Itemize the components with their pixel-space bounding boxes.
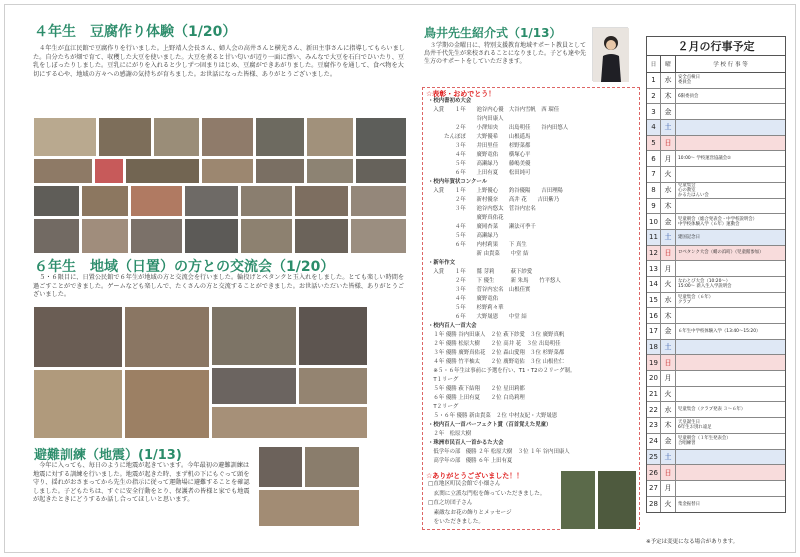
award-line: ・新年作文 (428, 260, 455, 266)
header-day: 日 (647, 56, 661, 72)
award-line: ※５・６年生は事前に予選を行い、T1・T2の２リーグ制。 (428, 368, 576, 374)
photo (81, 218, 129, 254)
calendar-day: 11 (647, 230, 661, 245)
calendar-row (647, 324, 785, 340)
calendar-weekday: 木 (661, 418, 676, 433)
award-line: 入賞 １年 上野優心 釣谷優陽 吉田理陽 (428, 188, 563, 194)
calendar-weekday: 金 (661, 104, 676, 119)
award-line: ２年 下 優生 新 朱馬 竹平悠人 (428, 278, 561, 284)
calendar-day: 4 (647, 120, 661, 135)
calendar-row (647, 308, 785, 324)
photo (255, 158, 305, 184)
calendar-event: 10:00～ 学校運営協議会② (678, 156, 732, 162)
calendar-event (676, 450, 785, 465)
calendar-event: ロベタンク大会（蛸の浜町）（児童館参加） (678, 250, 764, 256)
calendar-row (647, 450, 785, 466)
calendar-day: 25 (647, 450, 661, 465)
photo (130, 185, 183, 217)
calendar-day: 14 (647, 277, 661, 292)
calendar-row (647, 183, 785, 199)
awards-heading: ☆表彰・おめでとう！ (426, 90, 496, 98)
calendar-weekday: 土 (661, 120, 676, 135)
award-line: T２リーグ (428, 404, 459, 410)
calendar-row (647, 277, 785, 293)
calendar-event (676, 120, 785, 135)
calendar-day: 2 (647, 89, 661, 104)
calendar-event: ６年生中学校体験入学（13:40～15:20） (678, 328, 761, 334)
award-line: 新 由貴菜 中堂 結 (428, 251, 529, 257)
photo (597, 470, 637, 530)
photo (350, 185, 407, 217)
section1-title: ４年生 豆腐作り体験（1/20） (34, 24, 237, 40)
calendar-event (676, 340, 785, 355)
thanks-line: □直之坊団子さん (428, 500, 473, 506)
award-line: ４年 廣野竜佑 横塚心平 (428, 152, 531, 158)
calendar-row (647, 151, 785, 167)
thanks-line: 素敵なお花の飾りとメッセージ (428, 509, 512, 516)
calendar-row (647, 293, 785, 309)
calendar-day: 15 (647, 293, 661, 308)
calendar-weekday: 金 (661, 324, 676, 339)
photo (350, 218, 407, 254)
calendar-event: 児童朝会（１年生発表会） 合唱練習 (678, 436, 731, 447)
photo (306, 158, 354, 184)
calendar-row (647, 89, 785, 105)
header-events: 学 校 行 事 等 (713, 62, 748, 68)
calendar-weekday: 日 (661, 136, 676, 151)
award-line: ５年 優勝 萩下結翔 ２位 星田莉都 (428, 386, 525, 392)
calendar-event: 安全点検日 委員会 (678, 75, 700, 86)
calendar-day: 21 (647, 387, 661, 402)
calendar-note: ※予定は変更になる場合があります。 (646, 539, 739, 545)
calendar-event (676, 104, 785, 119)
thanks-line: □直地区町民会館で小畑さん (428, 481, 501, 487)
calendar-day: 28 (647, 497, 661, 513)
calendar-day: 12 (647, 246, 661, 261)
award-line: ２年 小澤知央 出島明佳 谷内田悠人 (428, 125, 569, 131)
calendar-row (647, 418, 785, 434)
calendar-event: 6限委員会 (678, 93, 699, 99)
calendar-event (676, 481, 785, 496)
calendar-event: 天皇誕生日 6年生お別れ遠足 (678, 420, 712, 431)
calendar-row (647, 340, 785, 356)
teacher-portrait (592, 27, 628, 81)
calendar-row (647, 136, 785, 152)
photo (298, 306, 368, 366)
award-line: ２年 松原大樹 (428, 431, 472, 437)
calendar-event (676, 308, 785, 323)
photo (201, 117, 254, 157)
award-line: ５・６年 優勝 新由貴菜 ２位 中村友紀・大野晟恩 (428, 413, 558, 419)
calendar-event (676, 387, 785, 402)
award-line: ４年 廣岡杏菜 瀬法可季千 (428, 224, 536, 230)
calendar-event: 集金振替日 (678, 501, 700, 507)
award-line: ・校内書初め大会 (428, 98, 472, 104)
calendar-day: 3 (647, 104, 661, 119)
photo (255, 117, 305, 157)
photo (33, 117, 97, 157)
award-line: ・校内百人一首パーフェクト賞（百首覚えた児童） (428, 422, 552, 428)
calendar-row (647, 199, 785, 215)
photo (258, 446, 303, 488)
calendar-day: 7 (647, 167, 661, 182)
award-line: ３年 井田里佳 杉野菜都 (428, 143, 531, 149)
calendar-row (647, 434, 785, 450)
award-line: 入賞 １年 鷲 芽莉 萩下紗愛 (428, 269, 533, 275)
award-line: ５年 高瀬緑乃 (428, 233, 499, 239)
calendar-weekday: 金 (661, 434, 676, 449)
calendar-weekday: 木 (661, 199, 676, 214)
calendar-weekday: 水 (661, 73, 676, 88)
calendar-row (647, 167, 785, 183)
photo (125, 158, 200, 184)
calendar-weekday: 金 (661, 214, 676, 229)
photo (298, 367, 368, 405)
calendar-event (676, 261, 785, 276)
photo (184, 185, 239, 217)
calendar-event (676, 136, 785, 151)
section4-body: ３学期の金曜日に、特別支援教育地域サポート教員として鳥井千代先生が来校されることになりました。子ども達や先生方のサポートをしていただきます。 (424, 42, 587, 65)
award-line: ５年 高瀬緑乃 藤嶋美優 (428, 161, 531, 167)
events-calendar (646, 36, 786, 513)
calendar-weekday: 木 (661, 308, 676, 323)
photo (153, 117, 200, 157)
photo (124, 369, 210, 439)
award-line: ６年 優勝 上田有夏 ２位 白鳥莉理 (428, 395, 525, 401)
photo (306, 117, 354, 157)
award-line: ６年 大野晟恩 中堂 結 (428, 314, 527, 320)
award-line: ２年 優勝 松原大樹 ２位 高井 花 ３位 出島明佳 (428, 341, 561, 347)
award-line: ・校内年賀状コンクール (428, 179, 488, 185)
calendar-weekday: 水 (661, 183, 676, 198)
calendar-weekday: 火 (661, 387, 676, 402)
calendar-row (647, 73, 785, 89)
calendar-row (647, 387, 785, 403)
calendar-event (676, 355, 785, 370)
calendar-title: ２月の行事予定 (647, 37, 785, 56)
calendar-row (647, 481, 785, 497)
calendar-row (647, 497, 785, 513)
photo (258, 489, 360, 527)
header-weekday: 曜 (661, 56, 676, 72)
calendar-weekday: 土 (661, 340, 676, 355)
calendar-event: 建国記念日 (678, 234, 700, 240)
award-line: ・珠洲市民百人一首かるた大会 (428, 440, 504, 446)
calendar-day: 6 (647, 151, 661, 166)
calendar-weekday: 日 (661, 355, 676, 370)
calendar-row (647, 120, 785, 136)
section4-title: 鳥井先生紹介式（1/13） (424, 26, 562, 40)
photo (294, 218, 349, 254)
calendar-row (647, 402, 785, 418)
award-line: ６年 内村莉果 下 真生 (428, 242, 527, 248)
photo (33, 306, 123, 368)
calendar-day: 9 (647, 199, 661, 214)
photo (33, 369, 123, 439)
photo (294, 185, 349, 217)
award-line: ２年 新村優奈 高井 花 吉田紫乃 (428, 197, 560, 203)
portrait-figure-icon (593, 28, 629, 82)
calendar-day: 27 (647, 481, 661, 496)
award-line: ４年 優勝 竹平柚太 ２位 廣野竜佑 ３位 山根佐仁 (428, 359, 565, 365)
calendar-event: 児童集会（６年） クラブ (678, 294, 714, 305)
award-line: 低学年の部 優勝 ２年 松原大樹 ３位 １年 谷内田康人 (428, 449, 570, 455)
section3-title: 避難訓練（地震）(1/13) (34, 448, 182, 463)
section1-body: ４年生が直江民館で豆腐作りを行いました。上野靖人会長さん、婦人会の高井さんと横光さん、新田主事さんに指導してもらいました。自分たちが畑で育て、収穫した大豆を使いました。大豆を煮ると甘い匂いが辺り一面に漂い、みんなで大豆を石臼でひいたり、豆乳をしぼったりしました。豆乳ににがりを入れると少しずつ固まりはじめ、豆腐ができあがりました。豆腐作りを通して、食べ物を大切にする心や、地域の方々への感謝の気持ちが育ちました。お世話になった皆様、ありがとうございました。 (33, 45, 405, 78)
calendar-event (676, 199, 785, 214)
photo (211, 406, 368, 439)
award-line: ３年 菅谷内宏名 山根佳實 (428, 287, 531, 293)
award-line: ３年 優勝 廣野真佑花 ２位 森山愛翔 ３位 杉野菜都 (428, 350, 565, 356)
photo (201, 158, 254, 184)
calendar-weekday: 月 (661, 151, 676, 166)
calendar-day: 10 (647, 214, 661, 229)
photo (94, 158, 124, 184)
photo (211, 306, 297, 366)
award-line: T１リーグ (428, 377, 459, 383)
calendar-weekday: 水 (661, 402, 676, 417)
calendar-event: 児童集会（クラブ発表 ３～６年） (678, 407, 746, 413)
photo (240, 218, 293, 254)
calendar-day: 20 (647, 371, 661, 386)
section2-title: ６年生 地域（日置）の方との交流会（1/20） (34, 259, 335, 275)
thanks-line: 玄関に立派な門松を飾っていただきました。 (428, 490, 546, 497)
calendar-row (647, 214, 785, 230)
photo (355, 117, 407, 157)
calendar-weekday: 土 (661, 230, 676, 245)
calendar-day: 16 (647, 308, 661, 323)
calendar-rows (647, 73, 785, 512)
photo (124, 306, 210, 368)
calendar-day: 22 (647, 402, 661, 417)
photo (33, 158, 93, 184)
award-line: ・校内百人一首大会 (428, 323, 477, 329)
photo (355, 158, 407, 184)
thanks-line: をいただきました。 (428, 519, 484, 525)
thanks-heading: ☆ありがとうございました！！ (426, 472, 524, 480)
calendar-row (647, 465, 785, 481)
calendar-weekday: 月 (661, 481, 676, 496)
award-line: 谷内田康人 (428, 116, 504, 122)
photo (81, 185, 129, 217)
calendar-day: 17 (647, 324, 661, 339)
calendar-row (647, 104, 785, 120)
calendar-weekday: 日 (661, 246, 676, 261)
calendar-day: 19 (647, 355, 661, 370)
award-line: 高学年の部 優勝 ６年 上田有夏 (428, 458, 513, 464)
calendar-row (647, 355, 785, 371)
calendar-event: なわとび大会（10:20～） 15:00～ 新入生入学説明会 (678, 279, 732, 290)
award-line: ３年 池谷内悠太 菅谷内宏名 (428, 206, 536, 212)
award-line: 廣野真佑花 (428, 215, 504, 221)
calendar-weekday: 木 (661, 89, 676, 104)
calendar-day: 18 (647, 340, 661, 355)
calendar-event (676, 465, 785, 480)
calendar-weekday: 月 (661, 261, 676, 276)
calendar-weekday: 火 (661, 167, 676, 182)
calendar-weekday: 日 (661, 465, 676, 480)
calendar-day: 5 (647, 136, 661, 151)
calendar-header (647, 56, 785, 73)
section2-body: ５・６限目に、日置公民館で６年生が地域の方と交流会を行いました。輪投げとペタンクと玉入れをしました。とても楽しい時間を過ごすことができました。ゲームなども楽しんで、たくさんの方と交流することができました。お世話いただいた皆様、ありがとうございました。 (33, 274, 405, 299)
calendar-day: 13 (647, 261, 661, 276)
photo (130, 218, 183, 254)
calendar-day: 23 (647, 418, 661, 433)
award-line: ４年 廣野竜佑 (428, 296, 499, 302)
calendar-weekday: 土 (661, 450, 676, 465)
calendar-row (647, 261, 785, 277)
photo (560, 470, 596, 530)
calendar-day: 26 (647, 465, 661, 480)
photo (304, 446, 360, 488)
photo (33, 185, 80, 217)
section3-body: 今年に入っても、毎日のように地震が起きています。今年最初の避難訓練は地震に対する訓練を行いました。地震が起きた時、まず机の下にもぐって頭を守り、揺れがおさまってから先生の指示に従って運動場に避難することを確認しました。子どもたちは、すぐに安全行動をとり、保護者の皆様と家でも地震が起きたときにどうするか話し合ってほしいと思います。 (33, 462, 250, 504)
award-line: １年 優勝 谷内田康人 ２位 萩下紗愛 ３位 廣野真帆 (428, 332, 565, 338)
photo (33, 218, 80, 254)
award-line: ６年 上田有夏 松田純可 (428, 170, 531, 176)
calendar-day: 1 (647, 73, 661, 88)
calendar-weekday: 火 (661, 497, 676, 513)
calendar-row (647, 230, 785, 246)
photo (240, 185, 293, 217)
calendar-day: 24 (647, 434, 661, 449)
calendar-event: 児童集会 心の教室 かるたはんい会 (678, 182, 709, 198)
calendar-weekday: 水 (661, 293, 676, 308)
photo (98, 117, 152, 157)
award-line: ５年 杉野莉々華 (428, 305, 504, 311)
calendar-event (676, 167, 785, 182)
calendar-row (647, 371, 785, 387)
award-line: 入賞 １年 池谷内心優 大谷内雪帆 西 瑠佳 (428, 107, 560, 113)
calendar-day: 8 (647, 183, 661, 198)
photo (184, 218, 239, 254)
calendar-row (647, 246, 785, 262)
calendar-weekday: 火 (661, 277, 676, 292)
calendar-event: 児童朝会（総合発表会・中学校説明会） 中学校体験入学（６年）運動会 (678, 216, 758, 227)
photo (211, 367, 297, 405)
award-line: たんぽぽ 大野優希 山根遥馬 (428, 134, 531, 140)
calendar-event (676, 371, 785, 386)
calendar-weekday: 月 (661, 371, 676, 386)
